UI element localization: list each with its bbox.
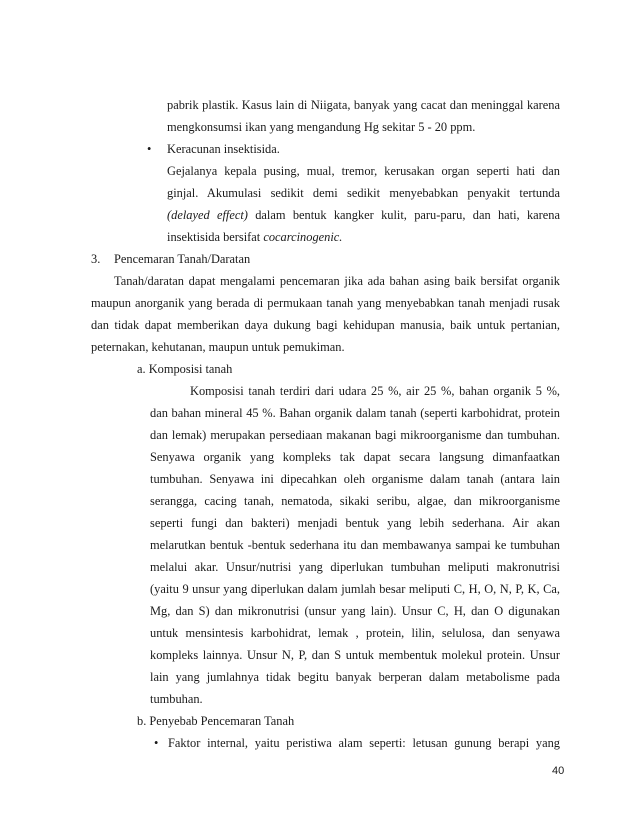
- paragraph-text: dalam bentuk kangker kulit, paru-paru, dan hati, karena: [247, 208, 560, 222]
- page-number: 40: [552, 765, 565, 777]
- subsection-heading: b. Penyebab Pencemaran Tanah: [137, 714, 295, 728]
- paragraph-line: tumbuhan.: [150, 692, 203, 706]
- paragraph-line: serangga, cacing tanah, nematoda, sikaki seribu, algae, dan mikroorganisme: [150, 494, 560, 508]
- paragraph-line: peternakan, kehutanan, maupun untuk pemukiman.: [91, 340, 345, 354]
- paragraph-line: tumbuhan. Senyawa ini dipecahkan oleh organisme dalam tanah (antara lain: [150, 472, 560, 486]
- paragraph-line: Mg, dan S) dan mikronutrisi (unsur yang lain). Unsur C, H, dan O digunakan: [150, 604, 560, 618]
- paragraph-line: Senyawa organik yang kompleks tak dapat secara langsung dimanfaatkan: [150, 450, 560, 464]
- italic-term: (delayed effect): [167, 208, 248, 222]
- section-heading: Pencemaran Tanah/Daratan: [114, 252, 251, 266]
- bullet-icon: •: [147, 142, 152, 156]
- paragraph-line: dan lemak) merupakan persediaan makanan bagi mikroorganisme dan tumbuhan.: [150, 428, 560, 442]
- paragraph-line: kompleks lainnya. Unsur N, P, dan S untuk membentuk molekul protein. Unsur: [150, 648, 560, 662]
- paragraph-line: mengkonsumsi ikan yang mengandung Hg sekitar 5 - 20 ppm.: [167, 120, 476, 134]
- paragraph-line: ginjal. Akumulasi sedikit demi sedikit menyebabkan penyakit tertunda: [167, 186, 560, 200]
- subsection-heading: a. Komposisi tanah: [137, 362, 233, 376]
- paragraph-line: lain yang jumlahnya tidak begitu banyak berperan dalam metabolisme pada: [150, 670, 560, 684]
- paragraph-line: dan bahan mineral 45 %. Bahan organik dalam tanah (seperti karbohidrat, protein: [150, 406, 560, 420]
- paragraph-line: Gejalanya kepala pusing, mual, tremor, kerusakan organ seperti hati dan: [167, 164, 560, 178]
- paragraph-line: seperti fungi dan bakteri) menjadi bentuk yang lebih sederhana. Air akan: [150, 516, 560, 530]
- paragraph-line: (yaitu 9 unsur yang diperlukan dalam jumlah besar meliputi C, H, O, N, P, K, Ca,: [150, 582, 560, 596]
- paragraph-line: Komposisi tanah terdiri dari udara 25 %, air 25 %, bahan organik 5 %,: [190, 384, 560, 398]
- italic-term: cocarcinogenic.: [263, 230, 343, 244]
- paragraph-line: dan tidak dapat memberikan daya dukung bagi kehidupan manusia, baik untuk pertanian,: [91, 318, 560, 332]
- paragraph-line: Tanah/daratan dapat mengalami pencemaran jika ada bahan asing baik bersifat organik: [114, 274, 560, 288]
- paragraph-line: [167, 229, 342, 245]
- paragraph-line: melalui akar. Unsur/nutrisi yang diperlukan tumbuhan meliputi makronutrisi: [150, 560, 560, 574]
- paragraph-line: maupun anorganik yang berada di permukaan tanah yang menyebabkan tanah menjadi rusak: [91, 296, 560, 310]
- paragraph-line: melarutkan bentuk -bentuk sederhana itu dan membawanya sampai ke tumbuhan: [150, 538, 560, 552]
- paragraph-line: Faktor internal, yaitu peristiwa alam seperti: letusan gunung berapi yang: [168, 736, 560, 750]
- section-number: 3.: [91, 252, 101, 266]
- bullet-title: Keracunan insektisida.: [167, 142, 280, 156]
- paragraph-line: untuk mensintesis karbohidrat, lemak , protein, lilin, selulosa, dan senyawa: [150, 626, 560, 640]
- paragraph-line: pabrik plastik. Kasus lain di Niigata, banyak yang cacat dan meninggal karena: [167, 98, 560, 112]
- paragraph-text: insektisida bersifat: [167, 230, 264, 244]
- paragraph-line: [167, 207, 560, 223]
- bullet-icon: •: [154, 736, 159, 750]
